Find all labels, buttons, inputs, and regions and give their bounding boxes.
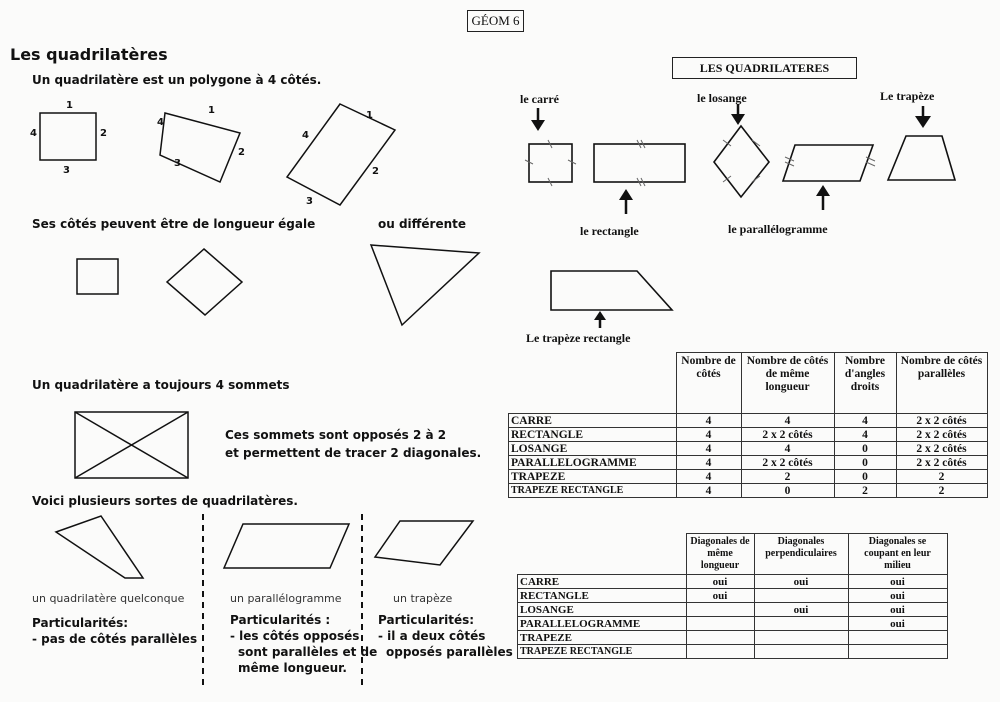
col3-name: un trapèze (393, 592, 453, 605)
side-number: 4 (157, 117, 164, 128)
trapezoid-kind-shape (375, 521, 473, 565)
table2-header: Diagonales se coupant en leur milieu (848, 534, 947, 575)
definition-text: Un quadrilatère est un polygone à 4 côtés. (32, 73, 322, 87)
table2-header: Diagonales perpendiculaires (754, 534, 848, 575)
trapeze-rectangle-shape (551, 271, 672, 310)
table-row: TRAPEZE 4 2 0 2 (509, 470, 988, 484)
table1-header: Nombre d'angles droits (834, 353, 896, 414)
table-row: PARALLELOGRAMME 4 2 x 2 côtés 0 2 x 2 côtés (509, 456, 988, 470)
col2-part-line: - les côtés opposés (230, 629, 360, 643)
vertices-line1: Ces sommets sont opposés 2 à 2 (225, 428, 447, 442)
square-numbered-shape (40, 113, 96, 160)
quad-generic-shape (56, 516, 143, 578)
label-parallelogramme: le parallélogramme (728, 222, 828, 236)
square-equal-shape (77, 259, 118, 294)
label-losange: le losange (697, 91, 747, 105)
side-number: 3 (63, 165, 70, 176)
side-number: 1 (208, 105, 215, 116)
parallelogram-numbered-shape (287, 104, 395, 205)
rectangle-shape (594, 144, 685, 182)
side-number: 1 (366, 110, 373, 121)
diagonals-table (517, 533, 948, 659)
left-title: Les quadrilatères (10, 45, 168, 64)
table-row: RECTANGLE 4 2 x 2 côtés 4 2 x 2 côtés (509, 428, 988, 442)
table-row: LOSANGE 4 4 0 2 x 2 côtés (509, 442, 988, 456)
losange-shape (714, 126, 769, 197)
col1-name: un quadrilatère quelconque (32, 592, 185, 605)
table1-header: Nombre de côtés (676, 353, 741, 414)
table1-header: Nombre de côtés parallèles (896, 353, 987, 414)
label-rectangle: le rectangle (580, 224, 639, 238)
side-number: 3 (174, 158, 181, 169)
col2-name: un parallélogramme (230, 592, 342, 605)
table1-header: Nombre de côtés de même longueur (741, 353, 834, 414)
label-carre: le carré (520, 92, 559, 106)
label-trapeze-rectangle: Le trapèze rectangle (526, 331, 631, 345)
carre-shape (529, 144, 572, 182)
table-row: TRAPEZE (518, 631, 948, 645)
label-trapeze: Le trapèze (880, 89, 935, 103)
col1-part-line: - pas de côtés parallèles (32, 632, 198, 646)
table-row: TRAPEZE RECTANGLE (518, 645, 948, 659)
rhombus-equal-shape (167, 249, 242, 315)
quad-different-shape (371, 245, 479, 325)
trapeze-shape (888, 136, 955, 180)
col1-part-title: Particularités: (32, 616, 129, 630)
side-number: 4 (302, 130, 309, 141)
side-number: 2 (100, 128, 107, 139)
col3-part-line: - il a deux côtés (378, 629, 486, 643)
col3-part-title: Particularités: (378, 613, 475, 627)
parallelogramme-shape (783, 145, 873, 181)
col2-part-line: sont parallèles et de (238, 645, 378, 659)
table-row: CARRE oui oui oui (518, 575, 948, 589)
side-number: 3 (306, 196, 313, 207)
vertices-text: Un quadrilatère a toujours 4 sommets (32, 378, 290, 392)
vertices-line2: et permettent de tracer 2 diagonales. (225, 446, 482, 460)
page-header: GÉOM 6 (467, 10, 524, 32)
kinds-text: Voici plusieurs sortes de quadrilatères. (32, 494, 298, 508)
sides-equal-text: Ses côtés peuvent être de longueur égale (32, 217, 316, 231)
table2-header: Diagonales de même longueur (686, 534, 754, 575)
right-title: LES QUADRILATERES (672, 57, 857, 79)
properties-table (508, 352, 988, 498)
quad-numbered-shape (160, 113, 240, 182)
table-row: LOSANGE oui oui (518, 603, 948, 617)
col2-part-line: même longueur. (238, 661, 347, 675)
side-number: 4 (30, 128, 37, 139)
col3-part-line: opposés parallèles (386, 645, 513, 659)
sides-different-text: ou différente (378, 217, 467, 231)
table-row: TRAPEZE RECTANGLE 4 0 2 2 (509, 484, 988, 498)
side-number: 2 (238, 147, 245, 158)
side-number: 1 (66, 100, 73, 111)
table-row: RECTANGLE oui oui (518, 589, 948, 603)
table-row: PARALLELOGRAMME oui (518, 617, 948, 631)
side-number: 2 (372, 166, 379, 177)
parallelogram-kind-shape (224, 524, 349, 568)
table-row: CARRE 4 4 4 2 x 2 côtés (509, 414, 988, 428)
col2-part-title: Particularités : (230, 613, 331, 627)
